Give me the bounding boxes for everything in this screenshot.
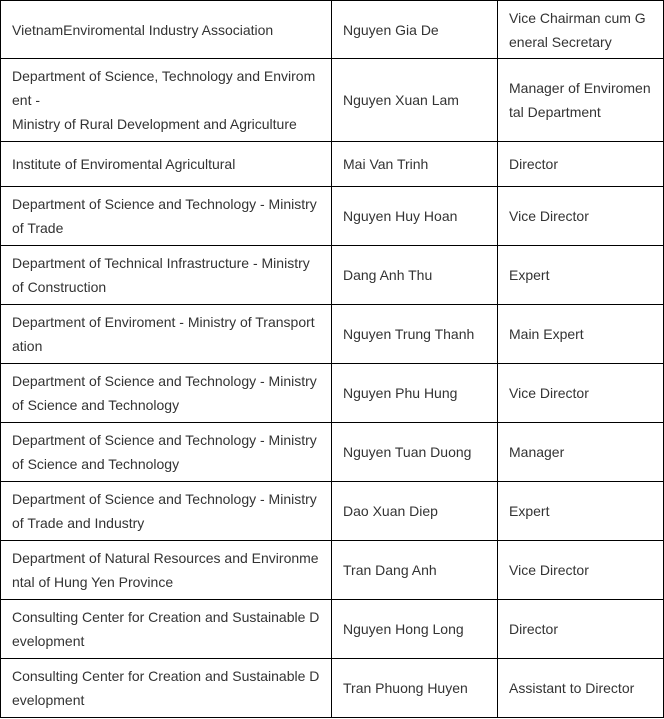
position-cell: Vice Chairman cum General Secretary (498, 1, 664, 59)
name-cell: Dao Xuan Diep (332, 482, 498, 541)
organization-cell: Department of Natural Resources and Environmental of Hung Yen Province (1, 541, 332, 600)
organization-cell: VietnamEnviromental Industry Association (1, 1, 332, 59)
table-row (1, 482, 664, 541)
name-cell: Nguyen Phu Hung (332, 364, 498, 423)
position-cell: Expert (498, 482, 664, 541)
organization-cell: Consulting Center for Creation and Sustainable Development (1, 659, 332, 718)
position-cell: Manager of Enviromental Department (498, 59, 664, 142)
organization-cell: Consulting Center for Creation and Sustainable Development (1, 600, 332, 659)
organization-cell: Department of Science and Technology - Ministry of Trade (1, 187, 332, 246)
table-row (1, 659, 664, 718)
position-cell: Assistant to Director (498, 659, 664, 718)
organization-cell: Department of Science and Technology - Ministry of Science and Technology (1, 364, 332, 423)
organization-cell: Department of Science, Technology and Enviroment - Ministry of Rural Development and Agriculture (1, 59, 332, 142)
position-cell: Vice Director (498, 187, 664, 246)
name-cell: Tran Dang Anh (332, 541, 498, 600)
position-cell: Manager (498, 423, 664, 482)
organization-cell: Department of Enviroment - Ministry of Transportation (1, 305, 332, 364)
name-cell: Nguyen Huy Hoan (332, 187, 498, 246)
organization-cell: Department of Technical Infrastructure - Ministry of Construction (1, 246, 332, 305)
organization-cell: Department of Science and Technology - Ministry of Trade and Industry (1, 482, 332, 541)
table-row (1, 423, 664, 482)
name-cell: Nguyen Trung Thanh (332, 305, 498, 364)
table-row (1, 246, 664, 305)
table-row (1, 541, 664, 600)
table-row (1, 600, 664, 659)
position-cell: Vice Director (498, 364, 664, 423)
name-cell: Nguyen Xuan Lam (332, 59, 498, 142)
name-cell: Mai Van Trinh (332, 142, 498, 187)
name-cell: Tran Phuong Huyen (332, 659, 498, 718)
table-row (1, 142, 664, 187)
table-row (1, 364, 664, 423)
position-cell: Main Expert (498, 305, 664, 364)
position-cell: Director (498, 600, 664, 659)
table-row (1, 305, 664, 364)
name-cell: Dang Anh Thu (332, 246, 498, 305)
table-row (1, 59, 664, 142)
organization-cell: Department of Science and Technology - Ministry of Science and Technology (1, 423, 332, 482)
name-cell: Nguyen Hong Long (332, 600, 498, 659)
name-cell: Nguyen Gia De (332, 1, 498, 59)
organization-cell: Institute of Enviromental Agricultural (1, 142, 332, 187)
name-cell: Nguyen Tuan Duong (332, 423, 498, 482)
table-row (1, 187, 664, 246)
position-cell: Expert (498, 246, 664, 305)
position-cell: Vice Director (498, 541, 664, 600)
position-cell: Director (498, 142, 664, 187)
table-row (1, 1, 664, 59)
